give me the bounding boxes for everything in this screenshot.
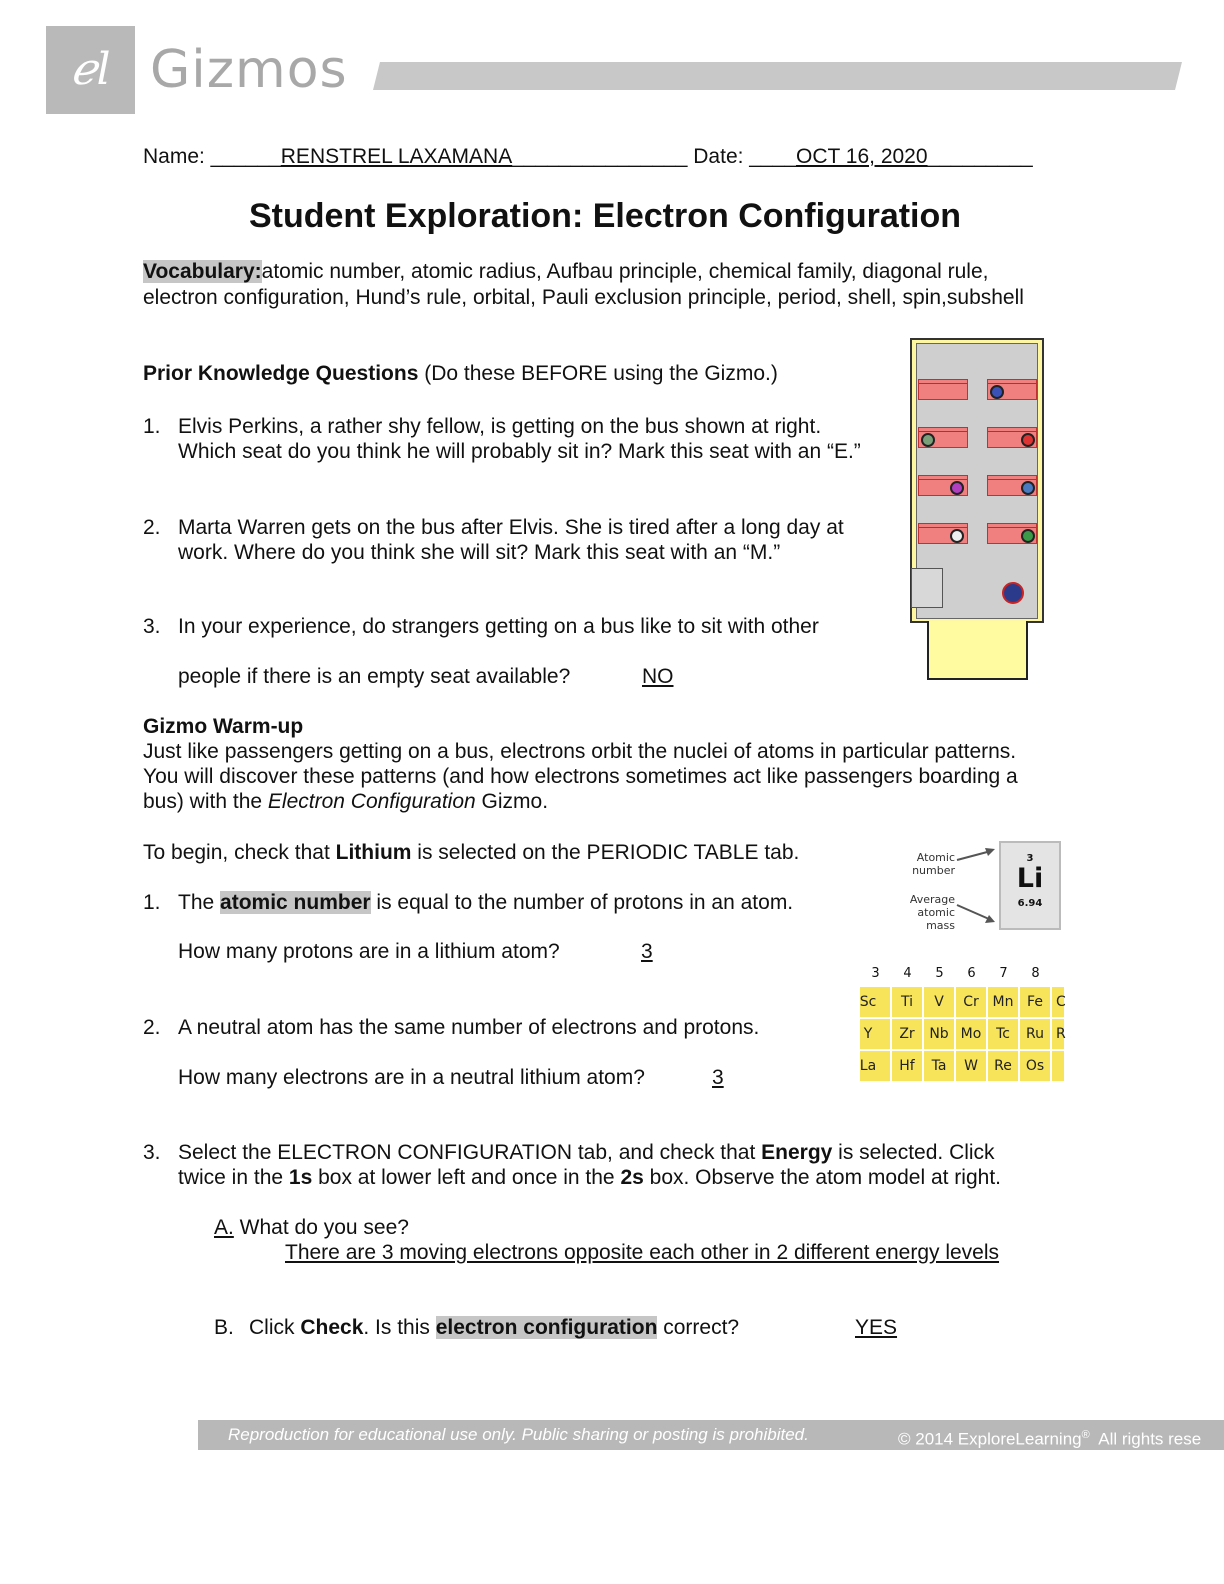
bus-front	[927, 621, 1028, 680]
bus-door	[911, 568, 943, 608]
q1-term: atomic number	[220, 891, 371, 914]
warmup-qA-answer: There are 3 moving electrons opposite each other in 2 different energy levels	[285, 1241, 1000, 1264]
group-number: 3	[871, 966, 880, 981]
student-name: RENSTREL LAXAMANA	[280, 145, 513, 168]
prior-q3-line-2: people if there is an empty seat available?	[178, 665, 571, 688]
group-number: 4	[903, 966, 912, 981]
copyright-text: © 2014 ExploreLearning	[898, 1429, 1082, 1449]
element-cell: Y	[860, 1019, 890, 1049]
warmup-q2-text: A neutral atom has the same number of electrons and protons.	[178, 1016, 760, 1039]
qB-c: . Is this	[363, 1316, 436, 1339]
q3-l2-c: box at lower left and once in the	[312, 1166, 621, 1189]
element-cell: Hf	[892, 1051, 922, 1081]
explorelearning-logo-icon: ℯl	[70, 44, 111, 95]
date-label: Date: ____	[693, 145, 797, 168]
element-cell: Cr	[956, 987, 986, 1017]
name-label: Name: ______	[143, 145, 281, 168]
prior-heading-text: Prior Knowledge Questions	[143, 362, 419, 385]
element-cell: Ta	[924, 1051, 954, 1081]
qB-e: correct?	[657, 1316, 740, 1339]
prior-knowledge-heading	[143, 361, 778, 387]
vocabulary-label: Vocabulary:	[143, 260, 262, 283]
q3-energy: Energy	[761, 1141, 833, 1164]
caption-arrows	[955, 845, 1001, 925]
vocabulary-text-1: atomic number, atomic radius, Aufbau principle, chemical family, diagonal rule,	[261, 260, 989, 283]
bus-seat	[918, 379, 968, 400]
prior-q3-answer: NO	[642, 665, 674, 688]
prior-q2-line-2: work. Where do you think she will sit? Mark this seat with an “M.”	[178, 541, 781, 564]
group-number: 8	[1031, 966, 1040, 981]
gizmo-name: Electron Configuration	[267, 790, 476, 813]
element-cell: W	[956, 1051, 986, 1081]
tile-atomic-number: 3	[1026, 853, 1034, 864]
element-cell: Os	[1020, 1051, 1050, 1081]
warmup-q1-text	[178, 890, 793, 916]
prior-q3-number: 3.	[143, 615, 161, 638]
vocabulary-line-1	[143, 259, 988, 285]
element-cell: C	[1052, 987, 1064, 1017]
warmup-q3-number: 3.	[143, 1141, 161, 1164]
element-cell: Nb	[924, 1019, 954, 1049]
q3-2s: 2s	[620, 1166, 644, 1189]
warmup-qA	[214, 1215, 409, 1241]
passenger-icon	[950, 481, 964, 495]
name-blank: _______________	[512, 145, 688, 168]
prior-q2-line-1: Marta Warren gets on the bus after Elvis. She is tired after a long day at	[178, 516, 844, 539]
element-cell: Tc	[988, 1019, 1018, 1049]
warmup-q1-answer: 3	[641, 940, 653, 963]
warmup-qB-label: B.	[214, 1316, 234, 1339]
group-number: 6	[967, 966, 976, 981]
caption-atomic-mass: Average atomic mass	[909, 893, 955, 932]
begin-lithium: Lithium	[335, 841, 412, 864]
footer-notice: Reproduction for educational use only. Public sharing or posting is prohibited.	[228, 1425, 809, 1444]
warmup-q1-ask: How many protons are in a lithium atom?	[178, 940, 560, 963]
qA-text: What do you see?	[233, 1216, 409, 1239]
prior-heading-note: (Do these BEFORE using the Gizmo.)	[418, 362, 778, 385]
qB-check: Check	[300, 1316, 364, 1339]
header-bar	[373, 62, 1182, 90]
warmup-begin	[143, 840, 799, 866]
element-cell: Re	[988, 1051, 1018, 1081]
passenger-icon	[1021, 433, 1035, 447]
qB-a: Click	[249, 1316, 301, 1339]
passenger-icon	[1021, 481, 1035, 495]
prior-q3-line-1: In your experience, do strangers getting on a bus like to sit with other	[178, 615, 819, 638]
rights-text: All rights rese	[1089, 1429, 1202, 1449]
element-cell	[1052, 1051, 1064, 1081]
q3-l2-e: box. Observe the atom model at right.	[643, 1166, 1001, 1189]
warmup-line-1: Just like passengers getting on a bus, electrons orbit the nuclei of atoms in particular patterns.	[143, 740, 1017, 763]
q1-a: The	[178, 891, 221, 914]
registered-mark: ®	[1081, 1429, 1090, 1441]
passenger-icon	[990, 385, 1004, 399]
lithium-element-tile	[999, 841, 1061, 930]
element-cell: Ti	[892, 987, 922, 1017]
warmup-q1-number: 1.	[143, 891, 161, 914]
q3-1s: 1s	[288, 1166, 313, 1189]
footer-copyright	[898, 1424, 1201, 1451]
warmup-q3-line-1	[178, 1140, 995, 1166]
warmup-q3-line-2	[178, 1165, 1001, 1191]
date-value: OCT 16, 2020	[796, 145, 928, 168]
prior-q1-line-1: Elvis Perkins, a rather shy fellow, is getting on the bus shown at right.	[178, 415, 822, 438]
element-cell: R	[1052, 1019, 1064, 1049]
q3-l2-a: twice in the	[178, 1166, 289, 1189]
qB-term: electron configuration	[435, 1316, 658, 1339]
begin-c: is selected on the PERIODIC TABLE tab.	[411, 841, 800, 864]
passenger-icon	[921, 433, 935, 447]
warmup-line-3-c: Gizmo.	[475, 790, 549, 813]
name-date-line	[143, 144, 1033, 170]
tile-mass: 6.94	[1017, 898, 1043, 909]
q1-c: is equal to the number of protons in an atom.	[370, 891, 794, 914]
group-number: 7	[999, 966, 1008, 981]
element-cell: Ru	[1020, 1019, 1050, 1049]
vocabulary-line-2: electron configuration, Hund’s rule, orbital, Pauli exclusion principle, period, shell, spin,subshell	[143, 286, 1024, 309]
q3-l1-a: Select the ELECTRON CONFIGURATION tab, and check that	[178, 1141, 762, 1164]
prior-q1-line-2: Which seat do you think he will probably sit in? Mark this seat with an “E.”	[178, 440, 861, 463]
caption-atomic-number: Atomic number	[912, 851, 955, 877]
warmup-line-3-a: bus) with the	[143, 790, 268, 813]
warmup-qB-text	[249, 1315, 739, 1341]
passenger-icon	[950, 529, 964, 543]
element-cell: Zr	[892, 1019, 922, 1049]
warmup-qB-answer: YES	[855, 1316, 898, 1339]
warmup-line-3	[143, 789, 548, 815]
element-cell: V	[924, 987, 954, 1017]
brand-name: Gizmos	[150, 40, 348, 100]
tile-symbol: Li	[1016, 863, 1044, 894]
element-cell: La	[860, 1051, 890, 1081]
qA-label: A.	[214, 1216, 234, 1239]
warmup-q2-answer: 3	[712, 1066, 724, 1089]
page-title: Student Exploration: Electron Configuration	[248, 197, 962, 235]
prior-q2-number: 2.	[143, 516, 161, 539]
date-blank: _________	[927, 145, 1033, 168]
element-cell: Sc	[860, 987, 890, 1017]
group-number: 5	[935, 966, 944, 981]
prior-q1-number: 1.	[143, 415, 161, 438]
warmup-q2-number: 2.	[143, 1016, 161, 1039]
warmup-q2-ask: How many electrons are in a neutral lithium atom?	[178, 1066, 645, 1089]
periodic-table-snippet	[860, 966, 1064, 1084]
element-cell: Mo	[956, 1019, 986, 1049]
element-cell: Mn	[988, 987, 1018, 1017]
element-cell: Fe	[1020, 987, 1050, 1017]
passenger-icon	[1021, 529, 1035, 543]
warmup-line-2: You will discover these patterns (and how electrons sometimes act like passengers boarding a	[143, 765, 1018, 788]
bus-driver-icon	[1002, 582, 1024, 604]
begin-a: To begin, check that	[143, 841, 336, 864]
warmup-heading: Gizmo Warm-up	[143, 715, 304, 738]
q3-l1-c: is selected. Click	[832, 1141, 995, 1164]
